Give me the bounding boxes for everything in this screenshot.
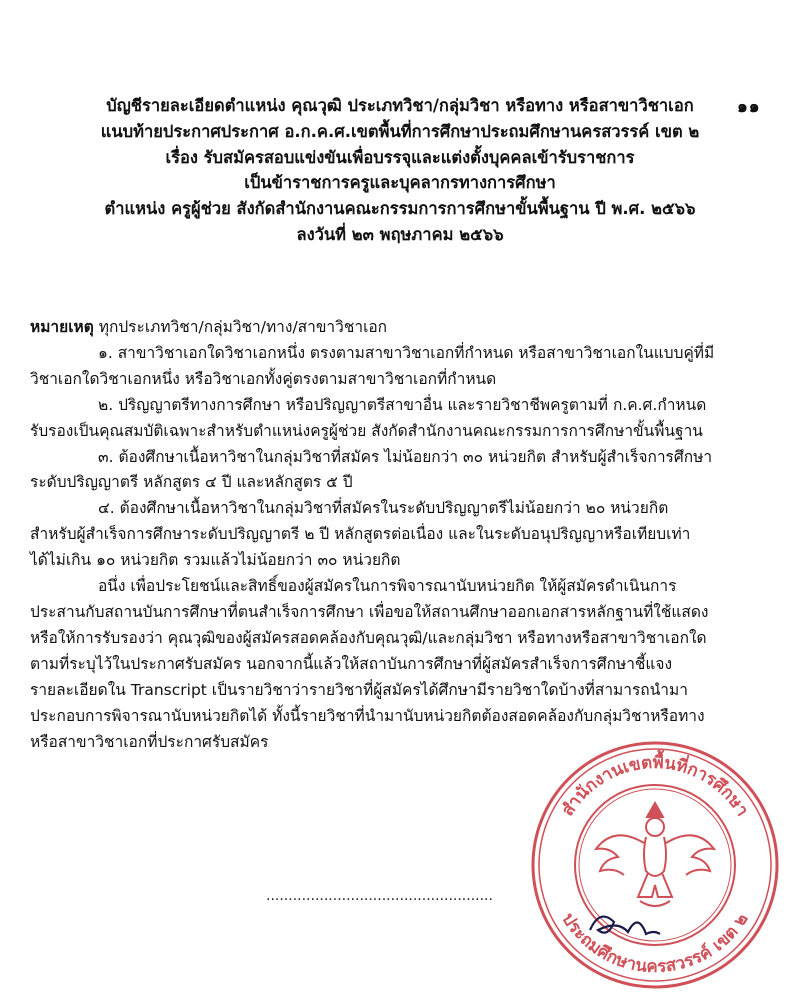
note-2-line-1: ๒. ปริญญาตรีทางการศึกษา หรือปริญญาตรีสาขาอื่น และรายวิชาชีพครูตามที่ ก.ค.ศ.กำหนด [98,395,707,414]
page-number: ๑๑ [737,97,761,117]
note-3-line-1: ๓. ต้องศึกษาเนื้อหาวิชาในกลุ่มวิชาที่สมัคร ไม่น้อยกว่า ๓๐ หน่วยกิต สำหรับผู้สำเร็จการศึกษา [98,447,713,466]
note-1-line-2: วิชาเอกใดวิชาเอกหนึ่ง หรือวิชาเอกทั้งคู่ตรงตามสาขาวิชาเอกที่กำหนด [30,369,497,388]
paragraph-line-3: หรือให้การรับรองว่า คุณวุฒิของผู้สมัครสอดคล้องกับคุณวุฒิ/และกลุ่มวิชา หรือทางหรือสาขาวิชาเอกใด [30,628,707,647]
note-1-line-1: ๑. สาขาวิชาเอกใดวิชาเอกหนึ่ง ตรงตามสาขาวิชาเอกที่กำหนด หรือสาขาวิชาเอกในแบบคู่ที่มี [98,343,715,362]
remarks-section [30,315,780,755]
signature-scribble [590,917,660,934]
remark-label: หมายเหตุ [30,318,94,336]
seal-bottom-text: ประถมศึกษานครสวรรค์ เขต ๒ [557,909,753,978]
paragraph-line-6: ประกอบการพิจารณานับหน่วยกิตได้ ทั้งนี้รายวิชาที่นำมานับหน่วยกิตต้องสอดคล้องกับกลุ่มวิชาหรือทาง [30,706,705,725]
header-line-1: บัญชีรายละเอียดตำแหน่ง คุณวุฒิ ประเภทวิชา/กลุ่มวิชา หรือทาง หรือสาขาวิชาเอก [106,96,694,115]
document-header [40,93,760,248]
note-4-line-3: ได้ไม่เกิน ๑๐ หน่วยกิต รวมแล้วไม่น้อยกว่า ๓๐ หน่วยกิต [30,551,401,570]
note-3-line-2: ระดับปริญญาตรี หลักสูตร ๔ ปี และหลักสูตร ๕ ปี [30,473,353,492]
note-4-line-1: ๔. ต้องศึกษาเนื้อหาวิชาในกลุ่มวิชาที่สมัครในระดับปริญญาตรีไม่น้อยกว่า ๒๐ หน่วยกิต [98,499,669,518]
signature-line: ................................................... [266,888,493,904]
header-line-5: ตำแหน่ง ครูผู้ช่วย สังกัดสำนักงานคณะกรรมการการศึกษาขั้นพื้นฐาน ปี พ.ศ. ๒๕๖๖ [104,199,696,219]
header-line-3: เรื่อง รับสมัครสอบแข่งขันเพื่อบรรจุและแต่งตั้งบุคคลเข้ารับราชการ [165,147,635,167]
note-2-line-2: รับรองเป็นคุณสมบัติเฉพาะสำหรับตำแหน่งครูผู้ช่วย สังกัดสำนักงานคณะกรรมการการศึกษาขั้นพื้นฐาน [30,421,703,440]
paragraph-line-2: ประสานกับสถานบันการศึกษาที่ตนสำเร็จการศึกษา เพื่อขอให้สถานศึกษาออกเอกสารหลักฐานที่ใช้แสดง [30,602,709,621]
header-line-2: แนบท้ายประกาศประกาศ อ.ก.ค.ศ.เขตพื้นที่การศึกษาประถมศึกษานครสวรรค์ เขต ๒ [100,121,700,141]
paragraph-line-1: อนึ่ง เพื่อประโยชน์และสิทธิ์ของผู้สมัครในการพิจารณานับหน่วยกิต ให้ผู้สมัครดำเนินการ [98,577,677,596]
note-4-line-2: สำหรับผู้สำเร็จการศึกษาระดับปริญญาตรี ๒ ปี หลักสูตรต่อเนื่อง และในระดับอนุปริญญาหรือเทียบเท่า [30,525,691,544]
remark-line [30,315,780,341]
seal-top-text: สำนักงานเขตพื้นที่การศึกษา [557,752,753,820]
remark-text: ทุกประเภทวิชา/กลุ่มวิชา/ทาง/สาขาวิชาเอก [93,318,388,336]
official-seal [520,715,790,990]
header-line-4: เป็นข้าราชการครูและบุคลากรทางการศึกษา [244,173,556,193]
garuda-emblem-icon [596,803,714,906]
paragraph-line-5: รายละเอียดใน Transcript เป็นรายวิชาว่ารายวิชาที่ผู้สมัครได้ศึกษามีรายวิชาใดบ้างที่สามารถนำมา [30,680,688,699]
paragraph-line-4: ตามที่ระบุไว้ในประกาศรับสมัคร นอกจากนี้แล้วให้สถาบันการศึกษาที่ผู้สมัครสำเร็จการศึกษาชี้แจง [30,654,673,673]
header-line-6: ลงวันที่ ๒๓ พฤษภาคม ๒๕๖๖ [296,224,504,244]
paragraph-line-7: หรือสาขาวิชาเอกที่ประกาศรับสมัคร [30,732,269,751]
